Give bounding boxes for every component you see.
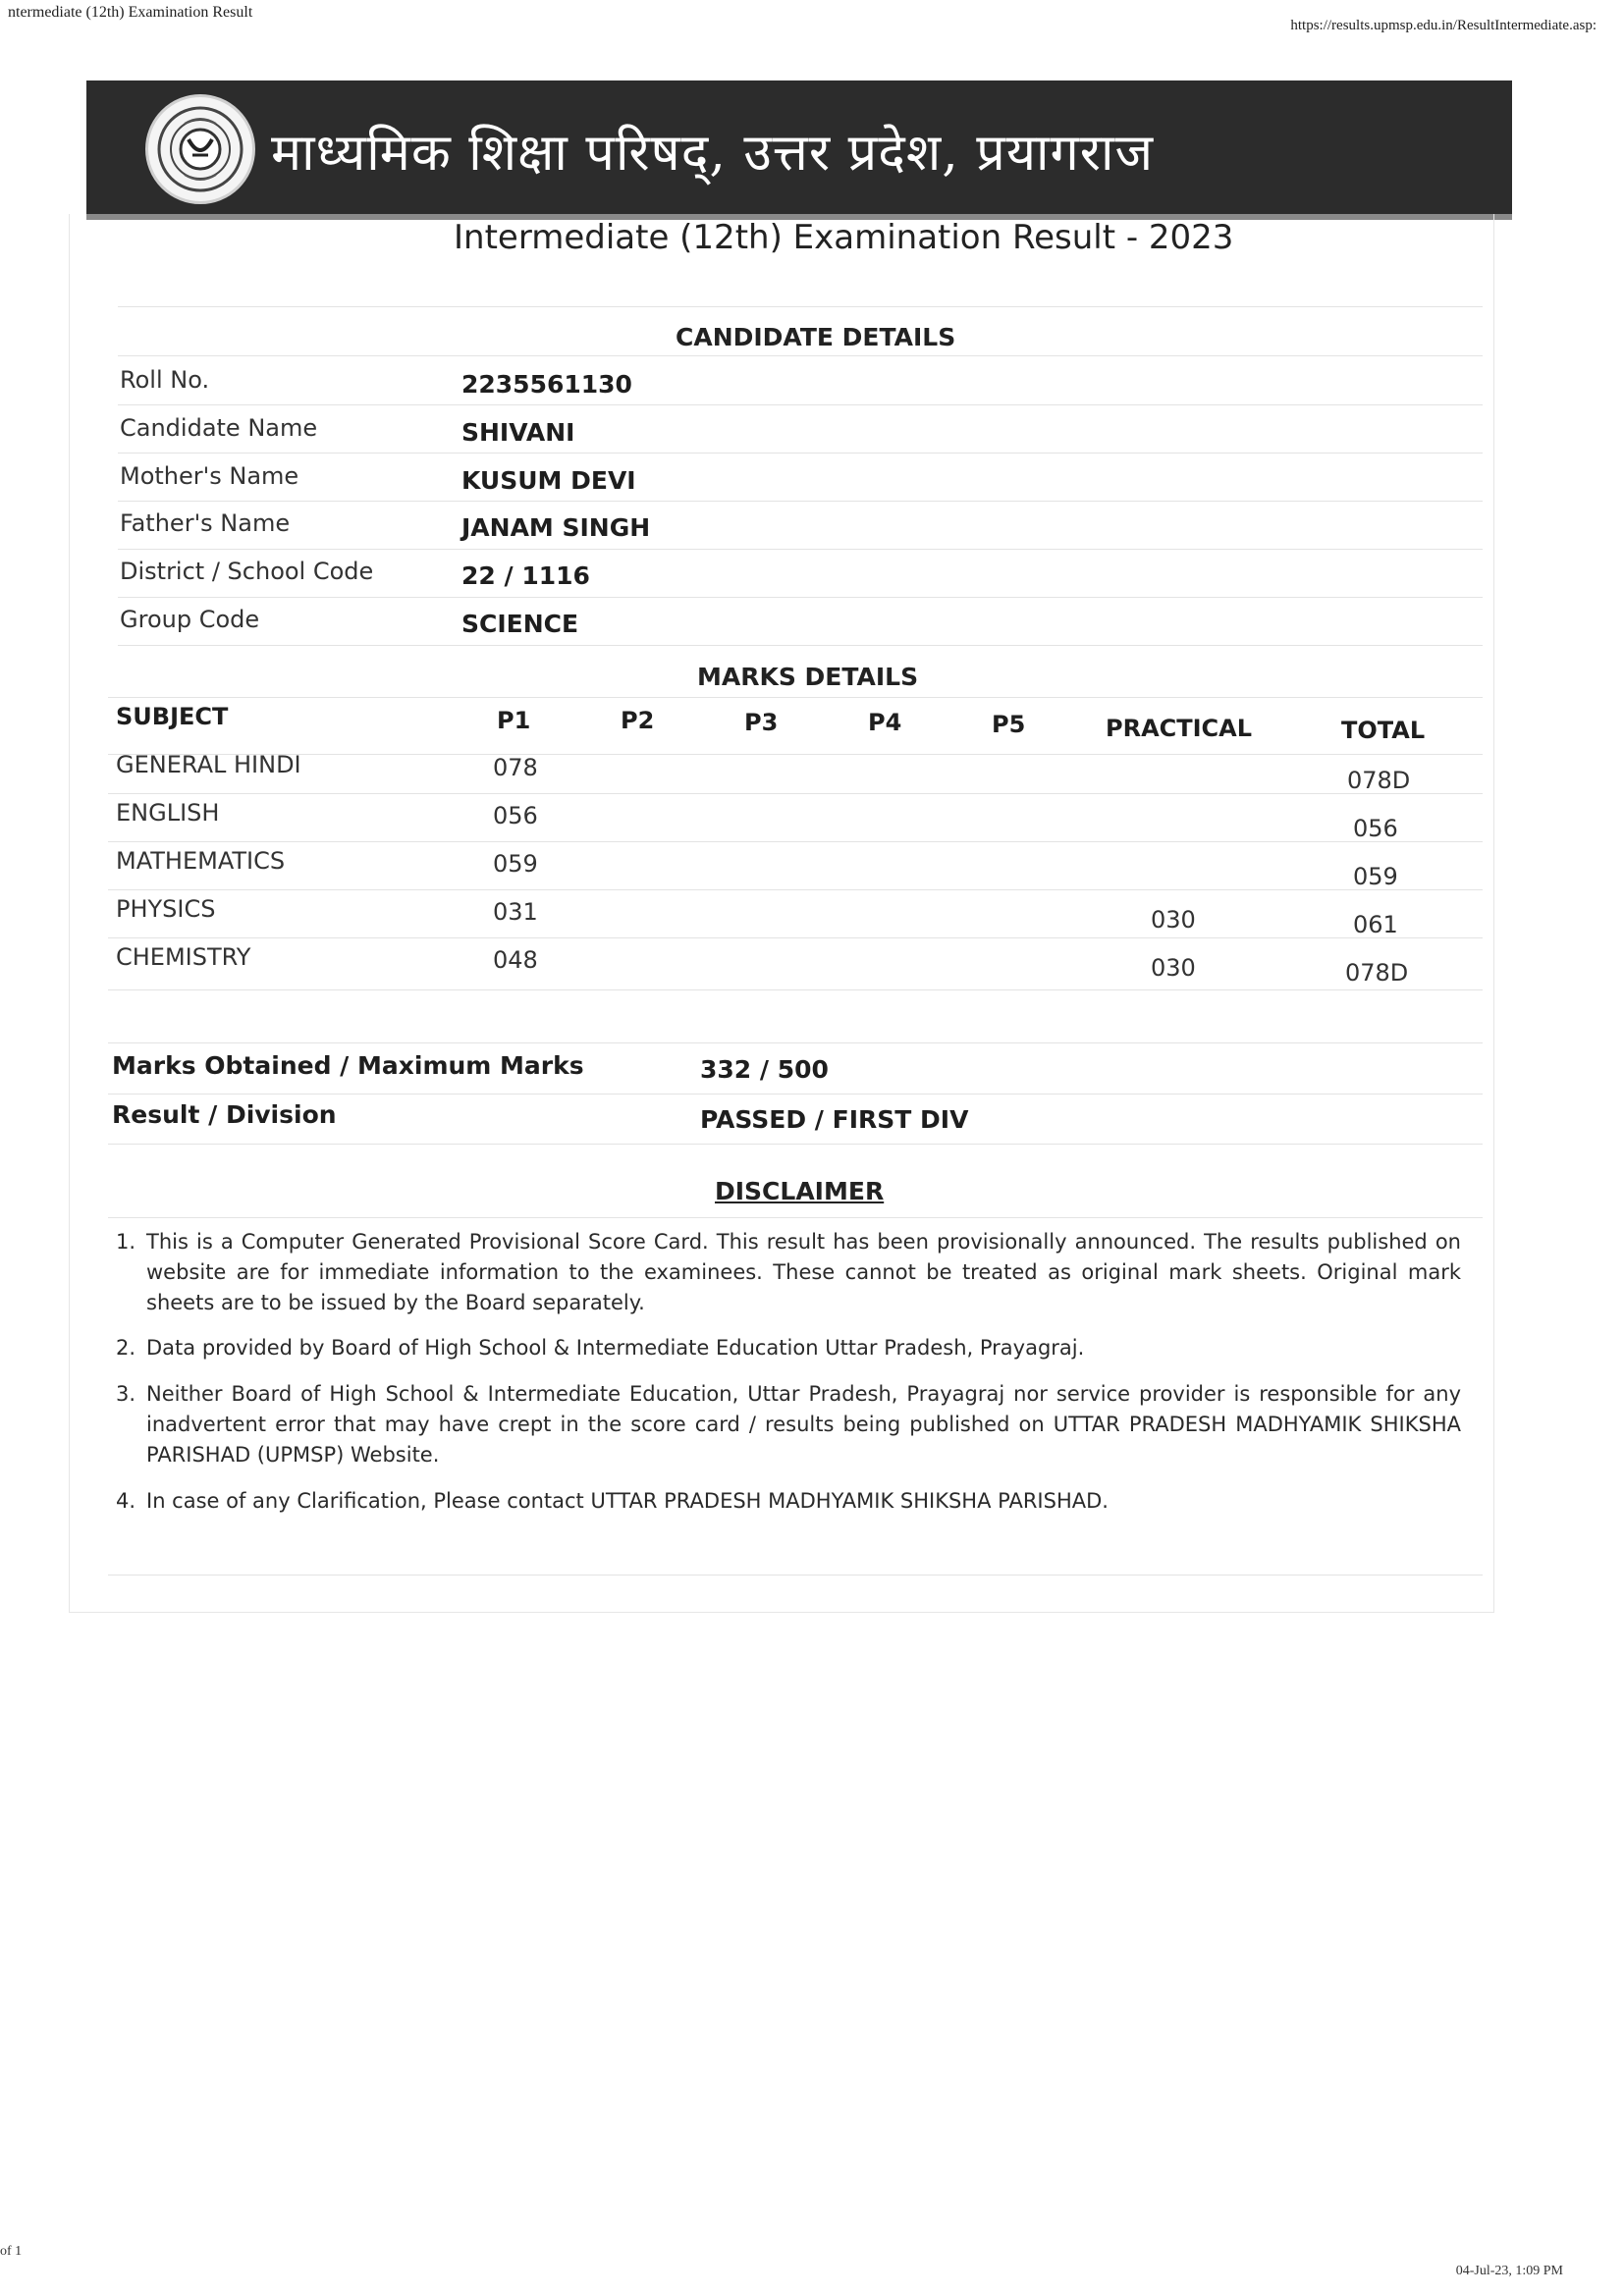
practical-cell: 030 [1151, 906, 1196, 934]
roll-no-value: 2235561130 [461, 370, 632, 399]
subject-cell: MATHEMATICS [116, 847, 286, 875]
marks-obtained-label: Marks Obtained / Maximum Marks [112, 1051, 584, 1080]
group-code-value: SCIENCE [461, 610, 579, 638]
col-practical: PRACTICAL [1106, 715, 1253, 742]
divider [118, 597, 1483, 598]
subject-cell: GENERAL HINDI [116, 751, 301, 778]
board-title: माध्यमिक शिक्षा परिषद्, उत्तर प्रदेश, प्रयागराज [271, 124, 1155, 183]
divider [118, 645, 1483, 646]
col-subject: SUBJECT [116, 703, 229, 730]
fathers-name-value: JANAM SINGH [461, 513, 651, 542]
divider [108, 1094, 1483, 1095]
subject-cell: PHYSICS [116, 895, 216, 923]
divider [108, 1217, 1483, 1218]
divider [108, 1042, 1483, 1043]
total-cell: 078D [1347, 767, 1411, 794]
mothers-name-label: Mother's Name [120, 462, 299, 490]
list-item [116, 1379, 1461, 1470]
list-item-text: Neither Board of High School & Intermediate Education, Uttar Pradesh, Prayagraj nor service provider is responsible for any inadvertent error that may have crept in the score card / results being published on UTTAR PRADESH MADHYAMIK SHIKSHA PARISHAD (UPMSP) Website. [146, 1382, 1461, 1467]
list-item-text: In case of any Clarification, Please contact UTTAR PRADESH MADHYAMIK SHIKSHA PARISHAD. [146, 1489, 1109, 1513]
group-code-label: Group Code [120, 606, 260, 633]
p1-cell: 078 [493, 754, 538, 781]
district-school-code-label: District / School Code [120, 558, 374, 585]
col-total: TOTAL [1341, 717, 1426, 744]
list-item-number: 3. [116, 1382, 136, 1406]
result-division-label: Result / Division [112, 1100, 337, 1129]
print-footer-page: of 1 [0, 2244, 23, 2259]
divider [108, 697, 1483, 698]
p1-cell: 059 [493, 850, 538, 878]
upmsp-emblem-icon [145, 94, 255, 204]
subject-cell: ENGLISH [116, 799, 220, 827]
exam-title: Intermediate (12th) Examination Result - 2023 [454, 218, 1234, 257]
header-banner [86, 80, 1512, 220]
divider [118, 501, 1483, 502]
list-item-number: 4. [116, 1489, 136, 1513]
col-p3: P3 [744, 709, 779, 736]
roll-no-label: Roll No. [120, 366, 210, 394]
divider [118, 453, 1483, 454]
print-header-url: https://results.upmsp.edu.in/ResultIntermediate.asp: [1290, 18, 1597, 33]
divider [118, 306, 1483, 307]
p1-cell: 048 [493, 946, 538, 974]
divider [108, 1144, 1483, 1145]
divider [118, 404, 1483, 405]
candidate-name-label: Candidate Name [120, 414, 318, 442]
col-p5: P5 [992, 711, 1026, 738]
divider [108, 989, 1483, 990]
subject-cell: CHEMISTRY [116, 943, 251, 971]
col-p1: P1 [497, 707, 531, 734]
disclaimer-heading: DISCLAIMER [715, 1177, 885, 1205]
list-item-number: 2. [116, 1336, 136, 1360]
candidate-details-heading: CANDIDATE DETAILS [676, 323, 956, 351]
list-item-text: Data provided by Board of High School & Intermediate Education Uttar Pradesh, Prayagraj. [146, 1336, 1085, 1360]
divider [108, 889, 1483, 890]
practical-cell: 030 [1151, 954, 1196, 982]
list-item [116, 1486, 1461, 1517]
divider [118, 355, 1483, 356]
marks-obtained-value: 332 / 500 [700, 1055, 829, 1084]
total-cell: 061 [1353, 911, 1398, 938]
total-cell: 056 [1353, 815, 1398, 842]
list-item-number: 1. [116, 1230, 136, 1254]
print-footer-datetime: 04-Jul-23, 1:09 PM [1455, 2264, 1563, 2278]
col-p2: P2 [621, 707, 655, 734]
list-item-text: This is a Computer Generated Provisional Score Card. This result has been provisionally announced. The results published on website are for immediate information to the examinees. These cannot be treated as original mark sheets. Original mark sheets are to be issued by the Board separately. [146, 1230, 1461, 1314]
p1-cell: 031 [493, 898, 538, 926]
candidate-name-value: SHIVANI [461, 418, 575, 447]
print-header-title: ntermediate (12th) Examination Result [8, 4, 253, 21]
divider [108, 841, 1483, 842]
p1-cell: 056 [493, 802, 538, 829]
divider [108, 754, 1483, 755]
divider [108, 793, 1483, 794]
list-item [116, 1227, 1461, 1318]
list-item [116, 1333, 1461, 1363]
result-division-value: PASSED / FIRST DIV [700, 1105, 969, 1134]
district-school-code-value: 22 / 1116 [461, 561, 590, 590]
total-cell: 059 [1353, 863, 1398, 890]
marks-details-heading: MARKS DETAILS [697, 663, 919, 691]
fathers-name-label: Father's Name [120, 509, 291, 537]
mothers-name-value: KUSUM DEVI [461, 466, 636, 495]
divider [118, 549, 1483, 550]
total-cell: 078D [1345, 959, 1409, 987]
col-p4: P4 [868, 709, 902, 736]
divider [108, 937, 1483, 938]
